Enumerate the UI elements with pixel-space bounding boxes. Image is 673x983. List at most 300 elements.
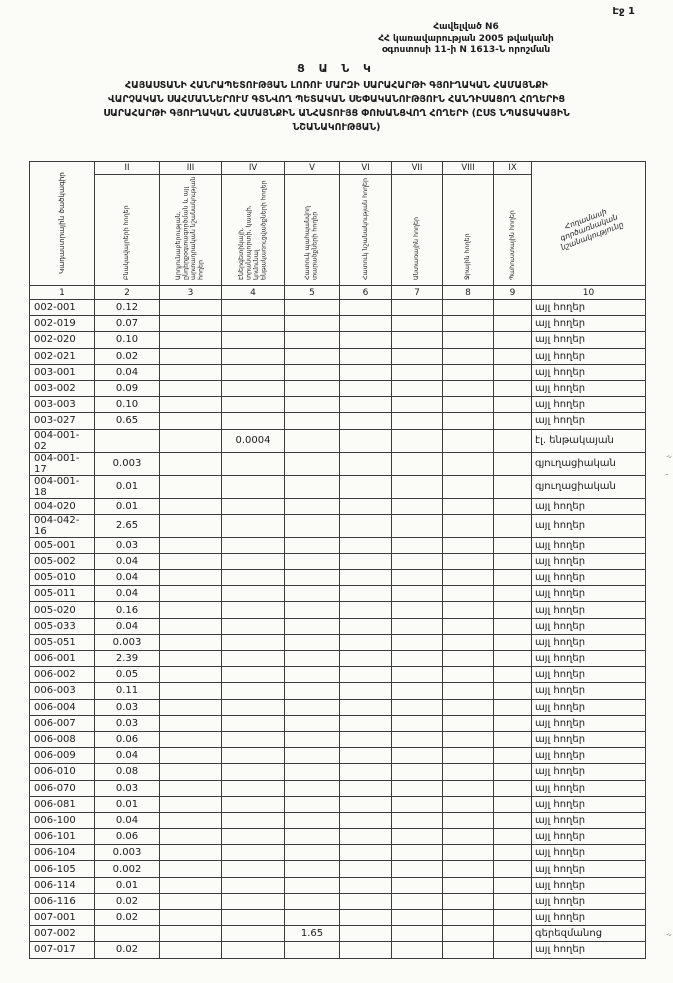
cell-infrastructure-area (222, 380, 285, 396)
cell-infrastructure-area (222, 764, 285, 780)
title-line-2: ՎԱՐՉԱԿԱՆ ՍԱՀՄԱՆՆԵՐՈՒՄ ԳՏՆՎՈՂ ՊԵՏԱԿԱՆ ՍԵՓԱԿԱՆՈՒԹՅՈՒՆ ՀԱՆԴԻՍԱՑՈՂ ՀՈՂԵՐԻՑ (108, 94, 565, 106)
cell-land-use: այլ հողեր (532, 397, 646, 413)
column-number-row (30, 286, 646, 300)
cell-special-area (340, 667, 392, 683)
cell-industrial-area (160, 586, 222, 602)
cell-infrastructure-area (222, 316, 285, 332)
cell-water-area (443, 893, 494, 909)
table-row (30, 715, 646, 731)
cell-reserve-area (494, 926, 532, 942)
cell-reserve-area (494, 300, 532, 316)
roman-numeral-row (30, 162, 646, 175)
header-protected-lands: Հատուկ պահպանվող տարածքների հողեր (285, 175, 340, 286)
cell-special-area (340, 348, 392, 364)
cell-water-area (443, 586, 494, 602)
cell-protected-area (285, 397, 340, 413)
cell-infrastructure-area (222, 667, 285, 683)
cell-special-area (340, 796, 392, 812)
header-forest-lands: Անտառային հողեր (392, 175, 443, 286)
cell-land-use: այլ հողեր (532, 553, 646, 569)
cell-water-area (443, 651, 494, 667)
cell-settlement-area: 0.05 (95, 667, 160, 683)
cell-industrial-area (160, 926, 222, 942)
cell-industrial-area (160, 397, 222, 413)
roman-VII: VII (392, 162, 443, 175)
cell-cadastral-code: 006-114 (30, 877, 95, 893)
cell-special-area (340, 942, 392, 958)
cell-infrastructure-area (222, 715, 285, 731)
cell-settlement-area: 0.04 (95, 812, 160, 828)
cell-settlement-area: 0.01 (95, 796, 160, 812)
cell-settlement-area: 0.10 (95, 397, 160, 413)
cell-land-use: այլ հողեր (532, 845, 646, 861)
table-row (30, 942, 646, 958)
cell-cadastral-code: 006-104 (30, 845, 95, 861)
roman-VI: VI (340, 162, 392, 175)
cell-reserve-area (494, 348, 532, 364)
cell-protected-area (285, 514, 340, 537)
cell-infrastructure-area (222, 514, 285, 537)
cell-cadastral-code: 003-027 (30, 413, 95, 429)
cell-forest-area (392, 893, 443, 909)
table-row (30, 683, 646, 699)
cell-industrial-area (160, 893, 222, 909)
colnum-1: 1 (30, 286, 95, 300)
cell-industrial-area (160, 475, 222, 498)
cell-cadastral-code: 006-100 (30, 812, 95, 828)
cell-special-area (340, 602, 392, 618)
cell-forest-area (392, 553, 443, 569)
cell-special-area (340, 364, 392, 380)
cell-settlement-area: 0.04 (95, 364, 160, 380)
cell-cadastral-code: 006-009 (30, 748, 95, 764)
cell-cadastral-code: 007-001 (30, 910, 95, 926)
cell-water-area (443, 683, 494, 699)
cell-industrial-area (160, 715, 222, 731)
header-industrial-lands: Արդյունաբերության, ընդերքօգտագործման և այլ արտադրական նշանակության հողեր (160, 175, 222, 286)
cell-cadastral-code: 002-019 (30, 316, 95, 332)
title-line-3: ՍԱՐԱՀԱՐԹԻ ԳՅՈՒՂԱԿԱՆ ՀԱՄԱՅՆՔԻՆ ԱՆՀԱՏՈՒՅՑ ՓՈԽԱՆՑՎՈՂ ՀՈՂԵՐԻ (ԸՍՏ ՆՊԱՏԱԿԱՅԻՆ (103, 108, 570, 120)
cell-water-area (443, 380, 494, 396)
cell-infrastructure-area (222, 602, 285, 618)
cell-infrastructure-area (222, 498, 285, 514)
cell-forest-area (392, 452, 443, 475)
cell-special-area (340, 861, 392, 877)
cell-forest-area (392, 634, 443, 650)
cell-reserve-area (494, 514, 532, 537)
cell-water-area (443, 570, 494, 586)
colnum-8: 8 (443, 286, 494, 300)
cell-settlement-area: 0.02 (95, 893, 160, 909)
cell-reserve-area (494, 829, 532, 845)
cell-infrastructure-area (222, 748, 285, 764)
cell-protected-area (285, 877, 340, 893)
cell-reserve-area (494, 397, 532, 413)
table-row (30, 796, 646, 812)
table-row (30, 893, 646, 909)
cell-land-use: այլ հողեր (532, 634, 646, 650)
table-row (30, 397, 646, 413)
cell-infrastructure-area (222, 300, 285, 316)
cell-reserve-area (494, 413, 532, 429)
colnum-4: 4 (222, 286, 285, 300)
cell-land-use: գյուղացիական (532, 452, 646, 475)
colnum-9: 9 (494, 286, 532, 300)
cell-industrial-area (160, 570, 222, 586)
cell-water-area (443, 364, 494, 380)
cell-forest-area (392, 300, 443, 316)
table-row (30, 602, 646, 618)
page-number: Էջ 1 (612, 6, 635, 17)
cell-land-use: այլ հողեր (532, 498, 646, 514)
cell-industrial-area (160, 731, 222, 747)
cell-industrial-area (160, 553, 222, 569)
cell-industrial-area (160, 910, 222, 926)
cell-special-area (340, 829, 392, 845)
table-row (30, 570, 646, 586)
cell-cadastral-code: 003-001 (30, 364, 95, 380)
cell-industrial-area (160, 537, 222, 553)
cell-water-area (443, 764, 494, 780)
cell-infrastructure-area (222, 861, 285, 877)
cell-protected-area (285, 452, 340, 475)
cell-protected-area (285, 364, 340, 380)
cell-cadastral-code: 006-008 (30, 731, 95, 747)
cell-water-area (443, 812, 494, 828)
cell-protected-area (285, 498, 340, 514)
cell-reserve-area (494, 715, 532, 731)
roman-II: II (95, 162, 160, 175)
cell-land-use: այլ հողեր (532, 537, 646, 553)
table-row (30, 829, 646, 845)
table-row (30, 780, 646, 796)
cell-land-use: այլ հողեր (532, 699, 646, 715)
table-row (30, 910, 646, 926)
cell-cadastral-code: 003-003 (30, 397, 95, 413)
cell-reserve-area (494, 910, 532, 926)
cell-cadastral-code: 006-070 (30, 780, 95, 796)
cell-reserve-area (494, 812, 532, 828)
cell-special-area (340, 553, 392, 569)
cell-industrial-area (160, 845, 222, 861)
cell-forest-area (392, 748, 443, 764)
cell-reserve-area (494, 877, 532, 893)
cell-reserve-area (494, 429, 532, 452)
table-row (30, 364, 646, 380)
cell-reserve-area (494, 780, 532, 796)
cell-land-use: այլ հողեր (532, 796, 646, 812)
cell-cadastral-code: 006-007 (30, 715, 95, 731)
cell-settlement-area: 2.39 (95, 651, 160, 667)
cell-protected-area (285, 570, 340, 586)
header-land-use: Հողամասի գործառնական նշանակությունը (532, 162, 646, 286)
table-row (30, 348, 646, 364)
cell-settlement-area: 0.04 (95, 586, 160, 602)
cell-protected-area (285, 537, 340, 553)
cell-special-area (340, 618, 392, 634)
header-settlement-lands: Բնակավայրերի հողեր (95, 175, 160, 286)
table-row (30, 731, 646, 747)
cell-reserve-area (494, 667, 532, 683)
cell-land-use: այլ հողեր (532, 570, 646, 586)
cell-water-area (443, 348, 494, 364)
cell-protected-area (285, 715, 340, 731)
cell-forest-area (392, 380, 443, 396)
cell-forest-area (392, 683, 443, 699)
cell-industrial-area (160, 429, 222, 452)
cell-settlement-area: 0.01 (95, 877, 160, 893)
cell-special-area (340, 910, 392, 926)
table-row (30, 413, 646, 429)
cell-forest-area (392, 910, 443, 926)
cell-settlement-area: 0.03 (95, 780, 160, 796)
cell-infrastructure-area (222, 651, 285, 667)
roman-IV: IV (222, 162, 285, 175)
cell-protected-area (285, 812, 340, 828)
table-row (30, 764, 646, 780)
cell-protected-area (285, 764, 340, 780)
cell-reserve-area (494, 553, 532, 569)
cell-special-area (340, 316, 392, 332)
cell-settlement-area: 0.04 (95, 618, 160, 634)
cell-reserve-area (494, 316, 532, 332)
cell-infrastructure-area (222, 942, 285, 958)
cell-cadastral-code: 002-021 (30, 348, 95, 364)
cell-settlement-area: 0.003 (95, 634, 160, 650)
cell-water-area (443, 731, 494, 747)
cell-settlement-area (95, 926, 160, 942)
cell-settlement-area: 0.003 (95, 845, 160, 861)
cell-forest-area (392, 667, 443, 683)
cell-special-area (340, 780, 392, 796)
cell-industrial-area (160, 413, 222, 429)
cell-industrial-area (160, 316, 222, 332)
cell-cadastral-code: 006-081 (30, 796, 95, 812)
cell-infrastructure-area (222, 926, 285, 942)
cell-protected-area (285, 300, 340, 316)
cell-settlement-area: 0.04 (95, 553, 160, 569)
cell-forest-area (392, 348, 443, 364)
cell-cadastral-code: 006-003 (30, 683, 95, 699)
cell-water-area (443, 429, 494, 452)
cell-protected-area (285, 910, 340, 926)
roman-III: III (160, 162, 222, 175)
cell-land-use: այլ հողեր (532, 877, 646, 893)
table-row (30, 498, 646, 514)
cell-cadastral-code: 006-010 (30, 764, 95, 780)
cell-reserve-area (494, 498, 532, 514)
cell-water-area (443, 748, 494, 764)
cell-settlement-area: 0.02 (95, 348, 160, 364)
header-water-lands: Ջրային հողեր (443, 175, 494, 286)
colnum-6: 6 (340, 286, 392, 300)
cell-cadastral-code: 005-001 (30, 537, 95, 553)
cell-industrial-area (160, 699, 222, 715)
cell-cadastral-code: 003-002 (30, 380, 95, 396)
cell-infrastructure-area (222, 537, 285, 553)
cell-water-area (443, 845, 494, 861)
roman-IX: IX (494, 162, 532, 175)
cell-land-use: այլ հողեր (532, 348, 646, 364)
cell-infrastructure-area (222, 812, 285, 828)
cell-industrial-area (160, 300, 222, 316)
colnum-7: 7 (392, 286, 443, 300)
cell-special-area (340, 475, 392, 498)
cell-special-area (340, 651, 392, 667)
land-transfer-table (29, 161, 646, 959)
cell-special-area (340, 498, 392, 514)
cell-land-use: էլ. ենթակայան (532, 429, 646, 452)
cell-land-use: այլ հողեր (532, 300, 646, 316)
cell-infrastructure-area (222, 683, 285, 699)
cell-water-area (443, 475, 494, 498)
cell-water-area (443, 316, 494, 332)
cell-infrastructure-area (222, 829, 285, 845)
cell-special-area (340, 300, 392, 316)
cell-forest-area (392, 796, 443, 812)
cell-protected-area (285, 861, 340, 877)
cell-industrial-area (160, 618, 222, 634)
cell-settlement-area: 0.06 (95, 829, 160, 845)
cell-special-area (340, 683, 392, 699)
cell-water-area (443, 942, 494, 958)
cell-reserve-area (494, 364, 532, 380)
cell-reserve-area (494, 602, 532, 618)
cell-settlement-area: 0.03 (95, 699, 160, 715)
cell-settlement-area: 0.11 (95, 683, 160, 699)
cell-reserve-area (494, 380, 532, 396)
cell-land-use: այլ հողեր (532, 586, 646, 602)
cell-land-use: այլ հողեր (532, 812, 646, 828)
cell-water-area (443, 618, 494, 634)
cell-settlement-area: 0.02 (95, 942, 160, 958)
cell-industrial-area (160, 877, 222, 893)
cell-cadastral-code: 004-001-17 (30, 452, 95, 475)
table-row (30, 514, 646, 537)
cell-industrial-area (160, 514, 222, 537)
cell-forest-area (392, 537, 443, 553)
table-row (30, 748, 646, 764)
cell-reserve-area (494, 618, 532, 634)
header-cadastral-code: Կադաստրային ծածկագիր (30, 162, 95, 286)
table-row (30, 699, 646, 715)
cell-industrial-area (160, 332, 222, 348)
table-row (30, 380, 646, 396)
cell-special-area (340, 380, 392, 396)
cell-protected-area (285, 634, 340, 650)
cell-land-use: այլ հողեր (532, 602, 646, 618)
cell-water-area (443, 667, 494, 683)
cell-industrial-area (160, 380, 222, 396)
cell-cadastral-code: 005-011 (30, 586, 95, 602)
cell-reserve-area (494, 537, 532, 553)
cell-forest-area (392, 602, 443, 618)
cell-settlement-area: 0.01 (95, 498, 160, 514)
cell-settlement-area: 0.07 (95, 316, 160, 332)
cell-protected-area (285, 553, 340, 569)
cell-reserve-area (494, 893, 532, 909)
cell-special-area (340, 452, 392, 475)
cell-land-use: այլ հողեր (532, 651, 646, 667)
cell-cadastral-code: 006-001 (30, 651, 95, 667)
cell-protected-area (285, 651, 340, 667)
cell-industrial-area (160, 942, 222, 958)
cell-water-area (443, 602, 494, 618)
cell-reserve-area (494, 796, 532, 812)
cell-protected-area (285, 893, 340, 909)
cell-water-area (443, 537, 494, 553)
cell-special-area (340, 397, 392, 413)
annex-line-2: ՀՀ կառավարության 2005 թվականի (378, 33, 554, 44)
cell-special-area (340, 429, 392, 452)
cell-reserve-area (494, 452, 532, 475)
cell-forest-area (392, 877, 443, 893)
cell-infrastructure-area (222, 845, 285, 861)
cell-forest-area (392, 586, 443, 602)
cell-reserve-area (494, 699, 532, 715)
handwritten-mark: ՛ (660, 473, 668, 484)
cell-forest-area (392, 332, 443, 348)
cell-forest-area (392, 570, 443, 586)
cell-protected-area (285, 380, 340, 396)
table-row (30, 332, 646, 348)
cell-forest-area (392, 429, 443, 452)
cell-land-use: գերեզմանոց (532, 926, 646, 942)
cell-forest-area (392, 651, 443, 667)
cell-forest-area (392, 364, 443, 380)
cell-water-area (443, 452, 494, 475)
cell-land-use: այլ հողեր (532, 780, 646, 796)
cell-forest-area (392, 861, 443, 877)
cell-settlement-area: 0.03 (95, 537, 160, 553)
cell-settlement-area: 0.03 (95, 715, 160, 731)
table-row (30, 926, 646, 942)
cell-industrial-area (160, 364, 222, 380)
roman-V: V (285, 162, 340, 175)
cell-cadastral-code: 006-004 (30, 699, 95, 715)
cell-infrastructure-area (222, 364, 285, 380)
cell-infrastructure-area (222, 452, 285, 475)
cell-infrastructure-area (222, 586, 285, 602)
cell-infrastructure-area (222, 796, 285, 812)
cell-water-area (443, 861, 494, 877)
cell-industrial-area (160, 748, 222, 764)
cell-industrial-area (160, 796, 222, 812)
header-special-purpose-lands: Հատուկ նշանակության հողեր (340, 175, 392, 286)
cell-water-area (443, 926, 494, 942)
colnum-10: 10 (532, 286, 646, 300)
cell-infrastructure-area (222, 634, 285, 650)
cell-land-use: այլ հողեր (532, 861, 646, 877)
cell-industrial-area (160, 829, 222, 845)
cell-special-area (340, 570, 392, 586)
cell-water-area (443, 498, 494, 514)
cell-infrastructure-area (222, 570, 285, 586)
cell-infrastructure-area: 0.0004 (222, 429, 285, 452)
cell-protected-area (285, 413, 340, 429)
colnum-2: 2 (95, 286, 160, 300)
cell-reserve-area (494, 570, 532, 586)
cell-protected-area (285, 683, 340, 699)
cell-settlement-area: 0.08 (95, 764, 160, 780)
cell-settlement-area: 0.06 (95, 731, 160, 747)
cell-cadastral-code: 006-101 (30, 829, 95, 845)
cell-water-area (443, 397, 494, 413)
header-reserve-lands: Պահուստային հողեր (494, 175, 532, 286)
cell-infrastructure-area (222, 910, 285, 926)
cell-cadastral-code: 005-033 (30, 618, 95, 634)
cell-land-use: այլ հողեր (532, 715, 646, 731)
